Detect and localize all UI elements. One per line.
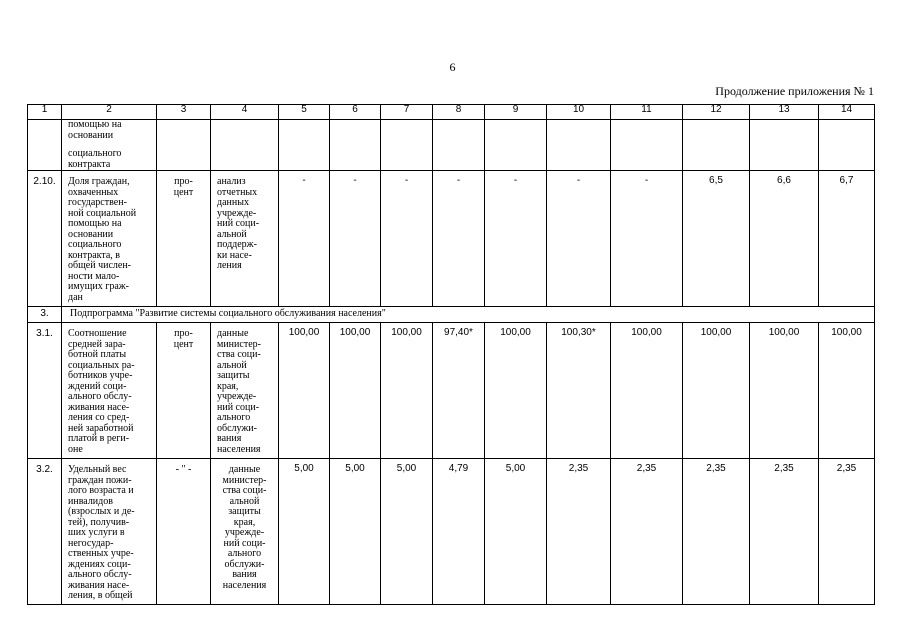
column-header: 3 — [157, 105, 211, 120]
row-number: 2.10. — [28, 171, 62, 307]
row-number: 3.1. — [28, 323, 62, 459]
column-header: 13 — [750, 105, 819, 120]
year-value: 100,00 — [750, 323, 819, 459]
year-value: - — [381, 171, 433, 307]
year-value: - — [611, 171, 683, 307]
year-value: 4,79 — [433, 459, 485, 605]
year-value: 100,00 — [683, 323, 750, 459]
year-value: 5,00 — [279, 459, 330, 605]
year-value: 2,35 — [683, 459, 750, 605]
column-header: 12 — [683, 105, 750, 120]
column-header: 11 — [611, 105, 683, 120]
year-value: 5,00 — [330, 459, 381, 605]
year-value: 6,7 — [819, 171, 875, 307]
year-value: 100,00 — [330, 323, 381, 459]
data-source: данные министер- ства соци- альной защиты края, учрежде- ний соци- ального обслужи- вания населения — [211, 459, 279, 605]
year-value: 97,40* — [433, 323, 485, 459]
year-value: 2,35 — [547, 459, 611, 605]
column-header: 2 — [62, 105, 157, 120]
data-source: анализ отчетных данных учрежде- ний соци- альной поддерж- ки насе- ления — [211, 171, 279, 307]
year-value: 2,35 — [750, 459, 819, 605]
year-value: 5,00 — [485, 459, 547, 605]
section-number: 3. — [28, 307, 62, 323]
year-value: - — [279, 171, 330, 307]
indicator-name: Удельный вес граждан пожи- лого возраста и инвалидов (взрослых и де- тей), получив- ших услуги в негосудар- ственных учре- ждениях соци- ального обслу- живания насе- ления, в общей — [62, 459, 157, 605]
column-header: 4 — [211, 105, 279, 120]
year-value: 6,6 — [750, 171, 819, 307]
table-row-3-1 — [28, 323, 875, 459]
column-header: 7 — [381, 105, 433, 120]
year-value: - — [485, 171, 547, 307]
table-row-3-2 — [28, 459, 875, 605]
data-source: данные министер- ства соци- альной защиты края, учрежде- ний соци- ального обслужи- вания населения — [211, 323, 279, 459]
unit-of-measure: про- цент — [157, 171, 211, 307]
year-value: 6,5 — [683, 171, 750, 307]
column-header: 5 — [279, 105, 330, 120]
row-number — [28, 120, 62, 171]
continuation-caption: Продолжение приложения № 1 — [715, 84, 874, 98]
column-header: 14 — [819, 105, 875, 120]
subprogram-title: Подпрограмма "Развитие системы социального обслуживания населения" — [62, 307, 875, 323]
column-header: 10 — [547, 105, 611, 120]
table-row-2-10 — [28, 171, 875, 307]
year-value: 2,35 — [819, 459, 875, 605]
year-value: 100,00 — [485, 323, 547, 459]
indicator-name: Доля граждан, охваченных государствен- ной социальной помощью на основании социального контракта, в общей числен- ности мало- имущих граж- дан — [62, 171, 157, 307]
year-value: 100,00 — [611, 323, 683, 459]
indicator-name: Соотношение средней зара- ботной платы социальных ра- ботников учре- ждений соци- ального обслу- живания насе- ления со сред- ней заработной платой в реги- оне — [62, 323, 157, 459]
year-value: - — [547, 171, 611, 307]
year-value: 100,30* — [547, 323, 611, 459]
year-value: 100,00 — [279, 323, 330, 459]
year-value: - — [433, 171, 485, 307]
table-row-continuation — [28, 120, 875, 171]
column-header: 9 — [485, 105, 547, 120]
indicator-name: помощью на основании социального контракта — [62, 120, 157, 171]
year-value: 100,00 — [381, 323, 433, 459]
indicators-table — [27, 104, 875, 605]
year-value: 2,35 — [611, 459, 683, 605]
column-header: 8 — [433, 105, 485, 120]
column-header: 6 — [330, 105, 381, 120]
year-value: 5,00 — [381, 459, 433, 605]
row-number: 3.2. — [28, 459, 62, 605]
page-number: 6 — [449, 60, 456, 74]
year-value: 100,00 — [819, 323, 875, 459]
header-row — [28, 105, 875, 120]
unit-of-measure: про- цент — [157, 323, 211, 459]
unit-of-measure: - " - — [157, 459, 211, 605]
column-header: 1 — [28, 105, 62, 120]
year-value: - — [330, 171, 381, 307]
section-row-3 — [28, 307, 875, 323]
